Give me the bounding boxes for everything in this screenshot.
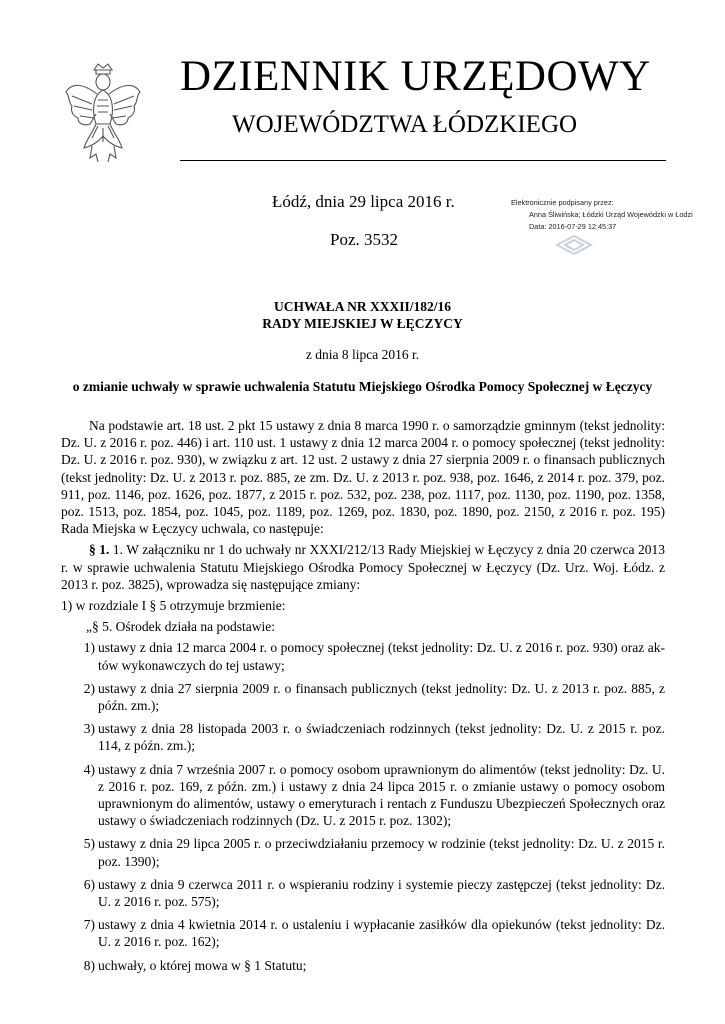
signature-signer: Anna Śliwińska; Łódzki Urząd Wojewódzki w Łodzi bbox=[529, 210, 693, 219]
act-subject: o zmianie uchwały w sprawie uchwalenia Statutu Miejskiego Ośrodka Pomocy Społecznej w Łęczycy bbox=[72, 379, 653, 394]
signature-stamp-icon bbox=[553, 233, 595, 257]
signature-label: Elektronicznie podpisany przez: bbox=[511, 198, 614, 207]
act-issuer: RADY MIEJSKIEJ W ŁĘCZYCY bbox=[262, 316, 463, 331]
list-item: 7) ustawy z dnia 4 kwietnia 2014 r. o ustaleniu i wypłacanie zasiłków dla opiekunów (tekst jednolity: Dz. U. z 2016 r. poz. 162); bbox=[83, 917, 665, 950]
list-item: 5) ustawy z dnia 29 lipca 2005 r. o przeciwdziałaniu przemocy w rodzinie (tekst jednolity: Dz. U. z 2015 r. poz. 1390); bbox=[83, 836, 665, 869]
list-item: 6) ustawy z dnia 9 czerwca 2011 r. o wspieraniu rodziny i systemie pieczy zastępczej (tekst jednolity: Dz. U. z 2016 r. poz. 575); bbox=[83, 876, 665, 910]
list-item: 1) ustawy z dnia 12 marca 2004 r. o pomocy społecznej (tekst jednolity: Dz. U. z 2016 r. poz. 930) oraz ak-tów wykonawczych do tej ustawy; bbox=[83, 640, 665, 673]
section-1-paragraph bbox=[61, 541, 665, 593]
act-title: UCHWAŁA NR XXXII/182/16 bbox=[273, 299, 452, 314]
position-number: Poz. 3532 bbox=[330, 230, 398, 249]
document-body bbox=[61, 417, 665, 980]
list-item: 3) ustawy z dnia 28 listopada 2003 r. o świadczeniach rodzinnych (tekst jednolity: Dz. U. z 2015 r. poz. 114, z późn. zm.); bbox=[83, 721, 665, 754]
journal-subtitle: WOJEWÓDZTWA ŁÓDZKIEGO bbox=[232, 111, 578, 138]
legal-basis-paragraph: Na podstawie art. 18 ust. 2 pkt 15 ustawy z dnia 8 marca 1990 r. o samorządzie gminnym (tekst jednolity: Dz. U. z 2016 r. poz. 446) i art. 110 ust. 1 ustawy z dnia 12 marca 2004 r. o pomocy społecznej (tekst jednolity: Dz. U. z 2016 r. poz. 930), w związku z art. 12 ust. 2 ustawy z dnia 27 sierpnia 2009 r. o finansach publicznych (tekst jednolity: Dz. U. z 2013 r. poz. 885, ze zm. Dz. U. z 2013 r. poz. 938, poz. 1646, z 2014 r. poz. 379, poz. 911, poz. 1146, poz. 1626, poz. 1877, z 2015 r. poz. 532, poz. 238, poz. 1117, poz. 1130, poz. 1190, poz. 1358, poz. 1513, poz. 1854, poz. 1045, poz. 1189, poz. 1269, poz. 1830, poz. 1890, poz. 2150, z 2016 r. poz. 195) Rada Miejska w Łęczycy uchwala, co następuje: bbox=[61, 418, 665, 537]
journal-title: DZIENNIK URZĘDOWY bbox=[180, 53, 651, 100]
legal-basis-list bbox=[61, 639, 665, 973]
list-item: 2) ustawy z dnia 27 sierpnia 2009 r. o finansach publicznych (tekst jednolity: Dz. U. z 2013 r. poz. 885, z późn. zm.); bbox=[83, 680, 665, 714]
quoted-section-5: „§ 5. Ośrodek działa na podstawie: bbox=[86, 619, 275, 635]
section-1-text: 1. W załączniku nr 1 do uchwały nr XXXI/212/13 Rady Miejskiej w Łęczycy z dnia 20 czerwca 2013 r. w sprawie uchwalenia Statutu Miejskiego Ośrodka Pomocy Społecznej w Łęczycy (Dz. Urz. Woj. Łódz. z 2013 r. poz. 3825), wprowadza się następujące zmiany: bbox=[61, 542, 665, 592]
electronic-signature bbox=[511, 197, 711, 233]
act-date: z dnia 8 lipca 2016 r. bbox=[305, 347, 420, 362]
header-divider bbox=[180, 160, 666, 161]
publication-date: Łódź, dnia 29 lipca 2016 r. bbox=[272, 192, 455, 211]
section-1-label: § 1. bbox=[89, 542, 110, 558]
signature-date: Data: 2016-07-29 12:45:37 bbox=[529, 222, 617, 231]
list-item: 8) uchwały, o której mowa w § 1 Statutu; bbox=[83, 957, 307, 973]
list-item: 4) ustawy z dnia 7 września 2007 r. o pomocy osobom uprawnionym do alimentów (tekst jednolity: Dz. U. z 2016 r. poz. 169, z późn. zm.) i ustawy z dnia 24 lipca 2015 r. o zmianie ustawy o pomocy osobom uprawnionym do alimentów, ustawy o emeryturach i rentach z Funduszu Ubezpieczeń Społecznych oraz ustawy o świadczeniach rodzinnych (Dz. U. z 2015 r. poz. 1302); bbox=[83, 761, 665, 829]
polish-eagle-emblem-icon bbox=[62, 62, 144, 168]
amendment-item-1: 1) w rozdziale I § 5 otrzymuje brzmienie: bbox=[61, 598, 286, 614]
